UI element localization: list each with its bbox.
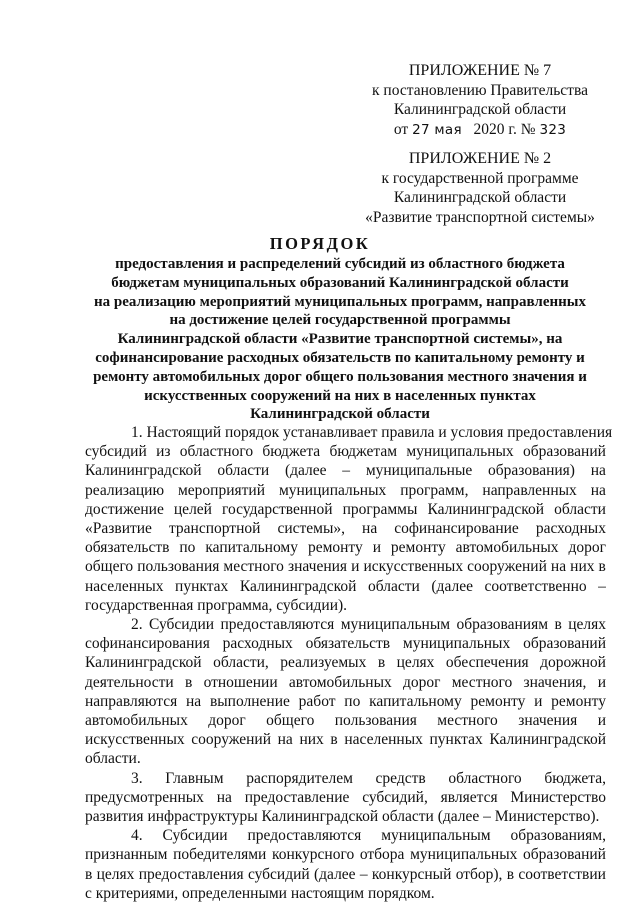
body-word: предусмотренных — [85, 788, 204, 806]
body-word: областного — [448, 769, 522, 787]
body-word: значения — [287, 558, 348, 576]
body-word: «Развитие — [85, 520, 152, 538]
body-word: области — [368, 577, 420, 595]
body-line — [85, 692, 606, 711]
body-word: соответствии — [518, 865, 606, 883]
body-word: Калининградской — [85, 462, 202, 480]
body-word: автомобильных — [455, 539, 559, 557]
body-word: местного — [451, 673, 513, 691]
date-mid: г. № — [508, 120, 536, 138]
body-word: местного — [223, 558, 284, 576]
body-word: Субсидии — [149, 616, 215, 634]
body-line — [85, 730, 606, 749]
body-line — [85, 519, 606, 538]
body-word: искусственных — [363, 558, 464, 576]
body-word: на — [216, 788, 232, 806]
body-word: Калининградской — [85, 654, 202, 672]
body-word: на — [362, 520, 378, 538]
body-line — [85, 711, 606, 730]
body-word: 2. — [131, 616, 143, 634]
body-word: работ — [298, 692, 336, 710]
body-word: мероприятий — [177, 481, 266, 499]
body-word: конкурсный — [371, 865, 452, 883]
subtitle-line: на реализацию мероприятий муниципальных программ, направленных — [94, 293, 586, 310]
body-word: них — [570, 558, 595, 576]
body-word: образований — [523, 846, 606, 864]
body-word: (далее — [431, 577, 473, 595]
body-line — [85, 634, 606, 653]
body-word: софинансирования — [85, 635, 210, 653]
body-word: муниципальных — [402, 635, 511, 653]
body-word: средств — [375, 769, 426, 787]
body-word: предоставляются — [220, 616, 335, 634]
body-word: (далее — [284, 462, 327, 480]
body-word: дорог — [208, 712, 246, 730]
annex-7-line1: к постановлению Правительства — [372, 81, 588, 99]
body-word: Главным — [165, 769, 224, 787]
body-word: направленных — [482, 481, 577, 499]
body-word: пунктах — [429, 731, 483, 749]
body-word: пунктах — [175, 577, 229, 595]
body-line — [85, 653, 606, 672]
body-word: выполнение — [209, 692, 290, 710]
body-word: в — [85, 865, 93, 883]
annex-7-date-line — [330, 120, 630, 141]
body-line — [85, 884, 606, 903]
body-word: местного — [437, 712, 498, 730]
body-word: в — [506, 865, 515, 883]
body-word: дорог — [402, 673, 441, 691]
body-word: расходных — [535, 520, 606, 538]
body-word: реализацию — [85, 481, 165, 499]
body-word: Калининградской — [489, 731, 606, 749]
body-word: в — [377, 654, 386, 672]
body-word: и — [597, 712, 606, 730]
body-word: и — [534, 692, 543, 710]
body-word: муниципальные — [365, 462, 473, 480]
body-word: системы», — [277, 520, 346, 538]
subtitle-line: ремонту автомобильных дорог общего пользования местного значения и — [93, 368, 587, 385]
body-word: 4. — [131, 827, 143, 845]
body-word: направляются — [85, 692, 178, 710]
body-word: дорожной — [540, 654, 606, 672]
annex-2-line1: к государственной программе — [381, 169, 579, 187]
body-word: значения — [518, 712, 578, 730]
body-line — [85, 845, 606, 864]
document-subtitle — [70, 255, 610, 424]
body-word: распорядителем — [246, 769, 353, 787]
body-line — [85, 596, 606, 615]
body-word: Калининградской — [427, 500, 545, 518]
body-word: обеспечения — [445, 654, 529, 672]
body-word: населенных — [344, 731, 423, 749]
body-word: области, — [213, 654, 269, 672]
subtitle-line: бюджетам муниципальных образований Калининградской области — [111, 274, 569, 291]
body-word: – — [359, 865, 368, 883]
body-word: населенных — [85, 577, 164, 595]
body-word: программ, — [400, 481, 469, 499]
body-word: субсидий, — [362, 788, 428, 806]
body-word: образований — [523, 635, 606, 653]
body-line — [85, 807, 606, 826]
body-line — [85, 442, 606, 461]
body-line — [85, 481, 606, 500]
body-word: них — [299, 731, 324, 749]
body-word: субсидий — [85, 443, 147, 461]
body-word: пользования — [334, 712, 417, 730]
body-word: области. — [85, 750, 141, 768]
annex-7-title: ПРИЛОЖЕНИЕ № 7 — [408, 62, 552, 79]
annex-2-title: ПРИЛОЖЕНИЕ № 2 — [408, 150, 552, 167]
body-word: значения, — [523, 673, 587, 691]
body-word: на — [277, 731, 293, 749]
body-word: образования) — [488, 462, 575, 480]
body-word: ремонту — [307, 539, 363, 557]
body-line — [85, 749, 606, 768]
body-word: Калининградской — [239, 577, 357, 595]
body-word: на — [186, 692, 202, 710]
body-word: достижение — [85, 500, 164, 518]
body-word: на — [590, 481, 606, 499]
body-word: Министерство — [510, 788, 606, 806]
body-line — [85, 538, 606, 557]
body-word: на — [590, 462, 606, 480]
body-word: по — [344, 692, 361, 710]
body-word: образованиям, — [510, 827, 606, 845]
subtitle-line: софинансирование расходных обязательств по капитальному ремонту и — [95, 349, 585, 366]
body-word: из — [156, 443, 171, 461]
body-word: капитальному — [369, 692, 462, 710]
body-word: по — [179, 539, 196, 557]
body-word: дорог — [568, 539, 606, 557]
body-word: реализуемых — [280, 654, 367, 672]
body-word: сооружений — [467, 558, 547, 576]
subtitle-line: искусственных сооружений на них в населенных пунктах — [144, 387, 536, 404]
body-word: бюджета, — [544, 769, 606, 787]
body-word: сооружений — [191, 731, 272, 749]
body-word: победителями — [173, 846, 267, 864]
body-word: общего — [85, 558, 134, 576]
document-title: ПОРЯДОК — [269, 234, 371, 253]
body-word: деятельности — [85, 673, 174, 691]
body-word: автомобильных — [85, 712, 188, 730]
body-line — [85, 826, 606, 845]
annex-2-header — [330, 149, 630, 227]
body-word: программы — [342, 500, 418, 518]
body-word: 3. — [131, 769, 143, 787]
body-word: отношении — [203, 673, 278, 691]
subtitle-line: на достижение целей государственной программы — [169, 312, 511, 329]
body-word: развития инфраструктуры Калининградской области (далее – Министерство). — [85, 808, 600, 826]
body-line — [85, 788, 606, 807]
body-word: с критериями, определенными настоящим порядком. — [85, 884, 435, 902]
body-word: – — [598, 577, 606, 595]
body-word: соответственно — [484, 577, 587, 595]
body-word: (далее — [314, 865, 356, 883]
body-word: муниципальным — [381, 827, 491, 845]
body-word: пользования — [137, 558, 220, 576]
body-word: отбор), — [455, 865, 503, 883]
annex-7-header — [330, 61, 630, 140]
body-word: ремонту — [390, 539, 446, 557]
body-word: ремонту — [470, 692, 526, 710]
date-year: 2020 — [473, 120, 505, 138]
body-word: расходных — [222, 635, 293, 653]
body-word: целях — [396, 654, 435, 672]
subtitle-line: Калининградской области «Развитие транспортной системы», на — [117, 331, 563, 348]
document-body — [85, 423, 613, 903]
body-line — [85, 769, 606, 788]
annex-7-line2: Калининградской области — [393, 101, 567, 118]
body-word: предоставление — [244, 788, 350, 806]
body-word: областного — [179, 443, 254, 461]
body-word: общего — [266, 712, 315, 730]
body-word: обязательств — [85, 539, 170, 557]
annex-2-line3: «Развитие транспортной системы» — [365, 208, 595, 226]
body-line — [85, 615, 606, 634]
subtitle-line: предоставления и распределений субсидий из областного бюджета — [115, 256, 565, 272]
body-word: муниципальных — [278, 481, 387, 499]
body-word: государственной — [222, 500, 333, 518]
body-line — [85, 461, 606, 480]
body-word: муниципальным — [340, 616, 451, 634]
body-word: – — [342, 462, 351, 480]
body-word: государственная программа, субсидии). — [85, 596, 348, 614]
body-line — [85, 865, 606, 884]
body-word: бюджета — [262, 443, 321, 461]
date-prefix: от — [393, 120, 409, 138]
body-line — [85, 500, 606, 519]
body-line — [85, 423, 613, 442]
body-word: Субсидии — [162, 827, 228, 845]
body-word: в — [554, 616, 562, 634]
body-word: и — [597, 673, 606, 691]
body-word: муниципальных — [406, 443, 514, 461]
body-word: образованиям — [456, 616, 549, 634]
date-day: 27 мая — [412, 121, 462, 138]
body-word: конкурсного — [271, 846, 355, 864]
body-word: образований — [522, 443, 606, 461]
body-word: ремонту — [551, 692, 606, 710]
body-line — [85, 673, 606, 692]
date-number: 323 — [539, 121, 567, 138]
body-word: в — [330, 731, 338, 749]
body-word: целях — [568, 616, 606, 634]
body-word: в — [598, 558, 606, 576]
body-word: является — [440, 788, 498, 806]
body-word: автомобильных — [288, 673, 392, 691]
body-word: субсидий — [247, 865, 310, 883]
body-word: искусственных — [85, 731, 185, 749]
body-line — [85, 577, 606, 596]
body-word: муниципальных — [410, 846, 518, 864]
body-word: на — [550, 558, 567, 576]
body-word: области — [217, 462, 270, 480]
body-word: отбора — [359, 846, 405, 864]
body-word: предоставляются — [247, 827, 362, 845]
body-word: целей — [173, 500, 212, 518]
body-word: области — [554, 500, 606, 518]
body-word: софинансирование — [394, 520, 519, 538]
body-line — [85, 557, 606, 576]
body-word: в — [184, 673, 193, 691]
body-word: и — [372, 539, 381, 557]
body-word: 1. Настоящий порядок устанавливает правила и условия предоставления — [131, 424, 613, 441]
body-word: обязательств — [305, 635, 391, 653]
body-word: капитальному — [205, 539, 298, 557]
subtitle-line: Калининградской области — [250, 406, 430, 423]
annex-2-line2: Калининградской области — [393, 189, 567, 206]
body-word: признанным — [85, 846, 168, 864]
body-word: предоставления — [138, 865, 244, 883]
body-word: транспортной — [168, 520, 261, 538]
body-word: бюджетам — [329, 443, 398, 461]
body-word: и — [351, 558, 360, 576]
body-word: целях — [96, 865, 135, 883]
